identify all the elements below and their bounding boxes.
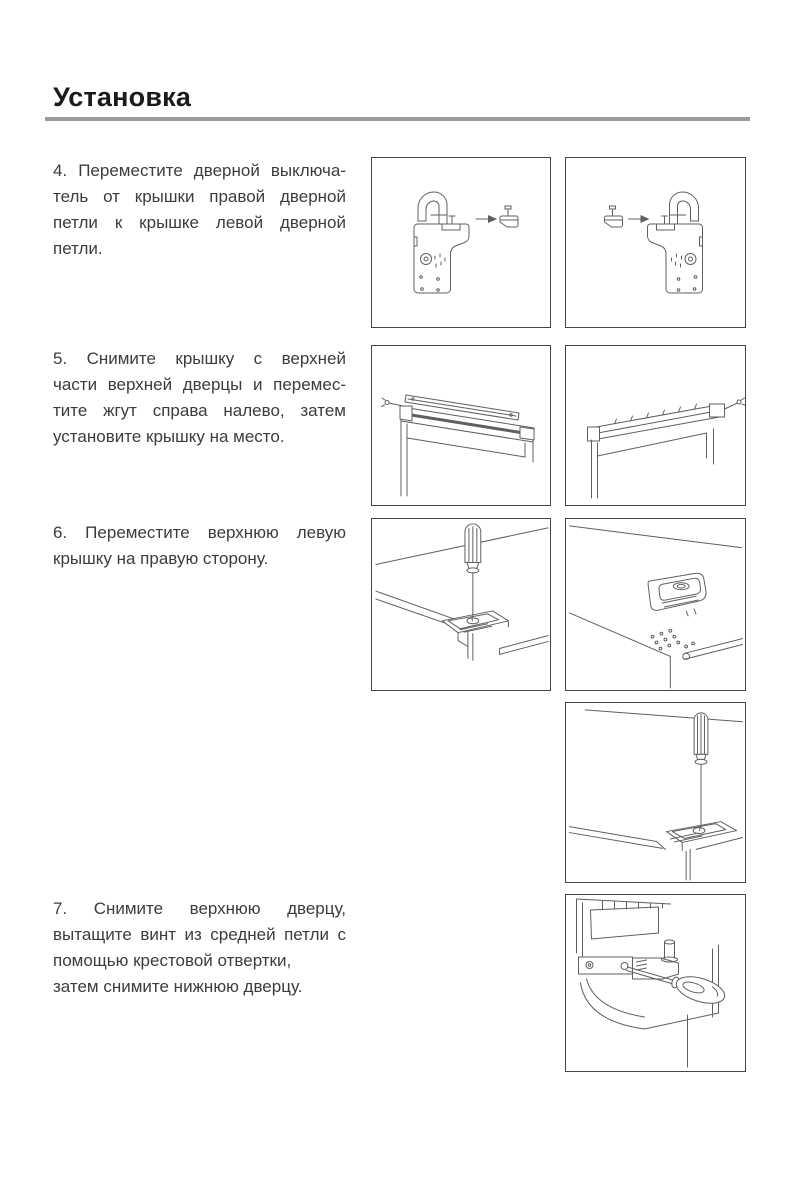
arrow-right-icon — [629, 215, 650, 223]
step-5-line: установите крышку на место. — [53, 427, 285, 446]
page-title: Установка — [53, 82, 192, 112]
step-6-text — [53, 520, 346, 572]
figure-hinge-cover-left-switch-install — [565, 157, 746, 328]
step-6-line: 6. Переместите верхнюю левую — [53, 523, 346, 542]
figure-hinge-cover-right-switch-remove — [371, 157, 551, 328]
arrow-right-icon — [476, 215, 497, 223]
wire-harness-icon — [725, 398, 746, 409]
hinge-cover-switch-illustration — [566, 158, 745, 327]
figure-unscrew-top-left-cover — [371, 518, 551, 691]
hinge-cover-left-icon — [648, 192, 703, 293]
screwdriver-icon — [694, 713, 708, 831]
figure-door-top-cover-installed — [565, 345, 746, 506]
cabinet-top-icon — [376, 528, 548, 660]
wire-harness-icon — [382, 398, 404, 407]
middle-hinge-illustration — [566, 895, 745, 1071]
door-top-cover-illustration — [566, 346, 745, 505]
heading-rule — [45, 117, 750, 121]
step-5-line: части верхней дверцы и перемес- — [53, 375, 346, 394]
door-top-icon — [592, 429, 714, 498]
cabinet-top-icon — [569, 710, 742, 880]
step-6-line: крышку на правую сторону. — [53, 549, 269, 568]
middle-hinge-icon — [579, 940, 679, 979]
step-7-line: помощью крестовой отвертки, — [53, 951, 292, 970]
door-cover-icon — [588, 404, 725, 441]
step-5-line: 5. Снимите крышку с верхней — [53, 349, 346, 368]
step-4-line: петли. — [53, 239, 103, 258]
door-switch-icon — [605, 206, 623, 227]
hinge-cover-plate-icon — [648, 573, 706, 616]
hinge-cover-plate-icon — [442, 611, 508, 647]
top-cover-screw-illustration — [566, 703, 745, 882]
step-4-line: тель от крышки правой дверной — [53, 187, 346, 206]
step-7-line: 7. Снимите верхнюю дверцу, — [53, 899, 346, 918]
figure-middle-hinge-screw-removal — [565, 894, 746, 1072]
hinge-cover-right-icon — [414, 192, 469, 293]
figure-screw-cover-right — [565, 702, 746, 883]
hinge-cover-plate-icon — [666, 822, 736, 851]
top-cover-move-illustration — [566, 519, 745, 690]
step-7-line: вытащите винт из средней петли с — [53, 925, 346, 944]
step-4-line: петли к крышке левой дверной — [53, 213, 346, 232]
figure-door-top-cover-removed — [371, 345, 551, 506]
step-7-text — [53, 896, 346, 1000]
step-7-line: затем снимите нижнюю дверцу. — [53, 977, 303, 996]
screw-holes-icon — [651, 629, 694, 650]
hinge-cover-switch-illustration — [372, 158, 550, 327]
top-cover-unscrew-illustration — [372, 519, 550, 690]
step-5-text — [53, 346, 346, 450]
door-switch-icon — [500, 206, 518, 227]
step-5-line: тите жгут справа налево, затем — [53, 401, 346, 420]
door-top-cover-illustration — [372, 346, 550, 505]
step-4-text — [53, 158, 346, 262]
figure-cover-moved-right — [565, 518, 746, 691]
step-4-line: 4. Переместите дверной выключа- — [53, 161, 346, 180]
screwdriver-icon — [465, 524, 481, 621]
